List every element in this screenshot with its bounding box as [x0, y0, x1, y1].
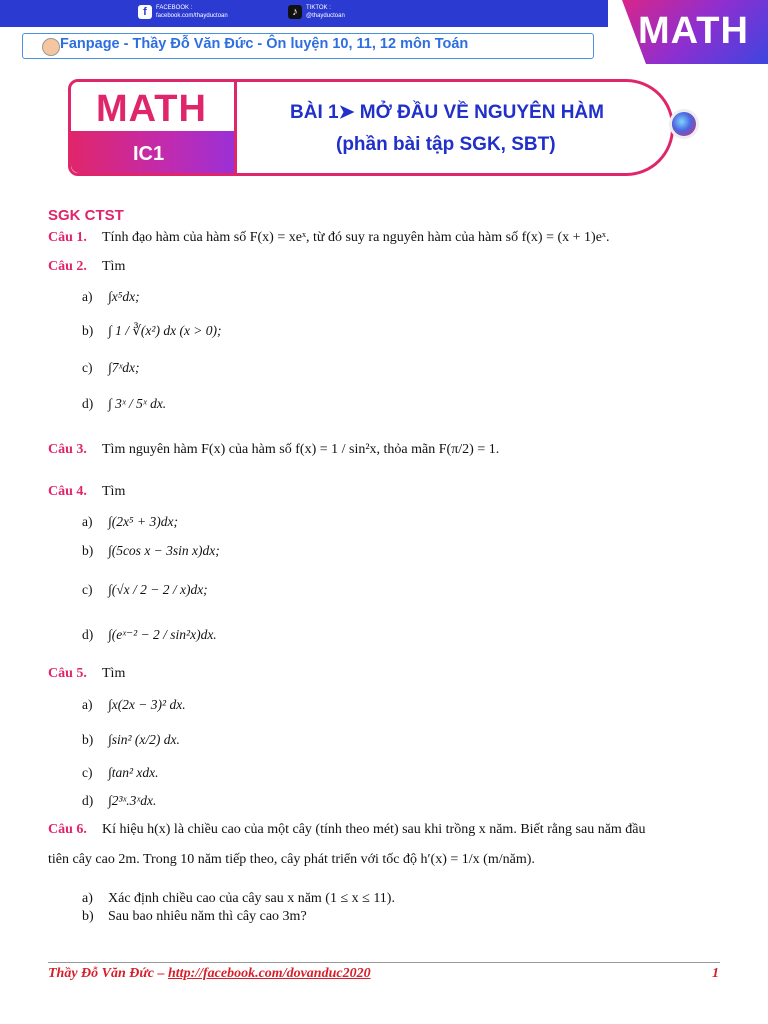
brand-logo: MATH	[638, 10, 749, 52]
math-expr: ∫tan² xdx.	[108, 765, 159, 780]
q5-item-a: a) ∫x(2x − 3)² dx.	[82, 697, 186, 712]
facebook-label: FACEBOOK :	[156, 5, 193, 11]
facebook-info[interactable]	[138, 4, 228, 20]
math-expr: ∫(√x / 2 − 2 / x)dx;	[108, 582, 208, 597]
question-label: Câu 5.	[48, 666, 87, 681]
tiktok-label: TIKTOK :	[306, 5, 331, 11]
question-6-line2: tiên cây cao 2m. Trong 10 năm tiếp theo, cây phát triển với tốc độ h′(x) = 1/x (m/năm).	[48, 852, 535, 867]
footer-divider	[48, 962, 720, 963]
lesson-title-box	[68, 79, 680, 174]
decor-circle-icon	[672, 112, 696, 136]
facebook-icon: f	[138, 5, 152, 19]
footer-author	[48, 966, 371, 982]
q6-item-b: b) Sau bao nhiêu năm thì cây cao 3m?	[82, 909, 307, 924]
top-banner	[0, 0, 768, 64]
question-text: Tìm	[102, 484, 126, 499]
lesson-title: BÀI 1➤ MỞ ĐẦU VỀ NGUYÊN HÀM	[290, 102, 604, 123]
math-expr: ∫2³ˣ.3ˣdx.	[108, 793, 157, 808]
q4-item-b: b) ∫(5cos x − 3sin x)dx;	[82, 543, 220, 558]
question-text: Tìm	[102, 259, 126, 274]
math-expr: ∫7ˣdx;	[108, 360, 140, 375]
q4-item-d: d) ∫(eˣ⁻² − 2 / sin²x)dx.	[82, 627, 217, 642]
question-text-line1: Kí hiệu h(x) là chiều cao của một cây (tính theo mét) sau khi trồng x năm. Biết rằng sau năm đầu	[102, 822, 646, 837]
q2-item-a: a) ∫x⁵dx;	[82, 289, 140, 304]
question-label: Câu 3.	[48, 442, 87, 457]
math-expr: ∫(5cos x − 3sin x)dx;	[108, 543, 220, 558]
q5-item-d: d) ∫2³ˣ.3ˣdx.	[82, 793, 157, 808]
tiktok-info[interactable]	[288, 4, 345, 20]
lesson-code: IC1	[133, 143, 165, 165]
avatar	[42, 38, 60, 56]
q6-item-a: a) Xác định chiều cao của cây sau x năm (1 ≤ x ≤ 11).	[82, 891, 395, 906]
question-text: Tính đạo hàm của hàm số F(x) = xeˣ, từ đó suy ra nguyên hàm của hàm số f(x) = (x + 1)eˣ.	[102, 230, 610, 245]
math-expr: ∫x⁵dx;	[108, 289, 140, 304]
q5-item-c: c) ∫tan² xdx.	[82, 765, 159, 780]
question-label: Câu 4.	[48, 484, 87, 499]
tiktok-icon: ♪	[288, 5, 302, 19]
tiktok-handle: @thayductoan	[306, 13, 345, 19]
q4-item-c: c) ∫(√x / 2 − 2 / x)dx;	[82, 582, 208, 597]
question-2	[48, 259, 125, 275]
section-heading: SGK CTST	[48, 207, 124, 224]
question-text: Tìm nguyên hàm F(x) của hàm số f(x) = 1 / sin²x, thỏa mãn F(π/2) = 1.	[102, 442, 500, 457]
page-number: 1	[712, 966, 719, 981]
fanpage-text[interactable]: Fanpage - Thầy Đỗ Văn Đức - Ôn luyện 10, 11, 12 môn Toán	[60, 36, 469, 52]
item-text: Xác định chiều cao của cây sau x năm (1 ≤ x ≤ 11).	[108, 891, 395, 906]
q2-item-d: d) ∫ 3ˣ / 5ˣ dx.	[82, 396, 167, 411]
math-logo: MATH	[96, 88, 207, 130]
question-6	[48, 822, 646, 838]
q2-item-c: c) ∫7ˣdx;	[82, 360, 140, 375]
math-expr: ∫sin² (x/2) dx.	[108, 732, 180, 747]
question-label: Câu 1.	[48, 230, 87, 245]
math-expr: ∫ 3ˣ / 5ˣ dx.	[108, 396, 167, 411]
question-label: Câu 6.	[48, 822, 87, 837]
question-text: Tìm	[102, 666, 126, 681]
q2-item-b: b) ∫ 1 / ∛(x²) dx (x > 0);	[82, 323, 222, 338]
math-expr: ∫x(2x − 3)² dx.	[108, 697, 186, 712]
facebook-url: facebook.com/thayductoan	[156, 13, 228, 19]
math-expr: ∫(2x⁵ + 3)dx;	[108, 514, 178, 529]
question-3	[48, 442, 499, 458]
q4-item-a: a) ∫(2x⁵ + 3)dx;	[82, 514, 178, 529]
question-4	[48, 484, 125, 500]
item-text: Sau bao nhiêu năm thì cây cao 3m?	[108, 909, 307, 924]
question-label: Câu 2.	[48, 259, 87, 274]
math-expr: ∫ 1 / ∛(x²) dx (x > 0);	[108, 323, 222, 338]
lesson-subtitle: (phần bài tập SGK, SBT)	[336, 134, 556, 155]
title-divider	[234, 82, 237, 173]
q5-item-b: b) ∫sin² (x/2) dx.	[82, 732, 180, 747]
math-expr: ∫(eˣ⁻² − 2 / sin²x)dx.	[108, 627, 217, 642]
question-1	[48, 230, 609, 246]
question-5	[48, 666, 125, 682]
footer-link[interactable]: http://facebook.com/dovanduc2020	[168, 966, 371, 981]
footer-author-name: Thầy Đỗ Văn Đức –	[48, 966, 168, 981]
